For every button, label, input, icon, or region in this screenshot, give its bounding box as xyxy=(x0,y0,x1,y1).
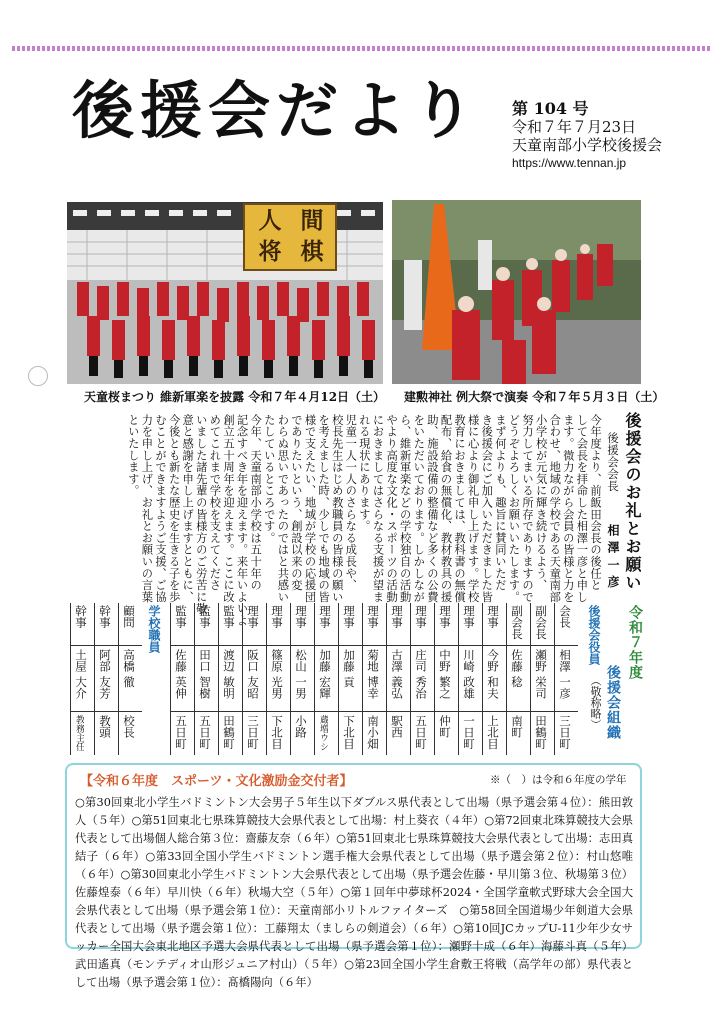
officer-area: 校長 xyxy=(122,715,136,738)
officer-area: 田鶴町 xyxy=(534,715,548,750)
officer-name: 阪口 友昭 xyxy=(246,649,260,699)
officer-role: 理事 xyxy=(294,605,308,628)
officer-name: 瀬野 栄司 xyxy=(534,649,548,699)
greeting-line: いました諸先輩の皆様方のご労苦に敬 xyxy=(194,414,208,615)
officer-role: 顧問 xyxy=(122,605,136,628)
column-divider xyxy=(70,603,71,755)
school-staff-heading: 学校職員 xyxy=(147,605,161,653)
greeting-line: 今年、天童南部小学校は五十年の xyxy=(249,414,263,591)
officers-table xyxy=(70,603,645,755)
greeting-line: まず何よりも、趣旨に賛同いただ xyxy=(493,414,507,591)
officers-rows xyxy=(170,603,580,755)
row-divider xyxy=(70,645,142,646)
officer-name: 加藤 貢 xyxy=(342,649,356,688)
photo-shrine-festival-image xyxy=(392,200,641,384)
officer-column xyxy=(338,603,362,755)
newsletter-title: 後援会だより xyxy=(72,74,481,147)
column-divider xyxy=(434,603,435,755)
shogi-sign-char: 棋 xyxy=(300,238,324,265)
officers-year-heading: 令和７年度 xyxy=(627,605,643,680)
greeting-line: 様に心より御礼申し上げます。学校 xyxy=(466,414,480,603)
column-divider xyxy=(458,603,459,755)
column-divider xyxy=(386,603,387,755)
officer-name: 今野 和夫 xyxy=(486,649,500,699)
column-divider xyxy=(554,603,555,755)
column-divider xyxy=(338,603,339,755)
greeting-line: 小学校が元気に輝き続けるよう、 xyxy=(534,414,548,591)
photo-caption-2: 建勲神社 例大祭で演奏 令和７年５月３日（土） xyxy=(404,390,665,404)
officer-name: 加藤 宏輝 xyxy=(318,649,332,699)
photo-caption-1: 天童桜まつり 維新軍楽を披露 令和７年４月12日（土） xyxy=(84,390,386,404)
shogi-sign-char: 将 xyxy=(258,238,282,265)
column-divider xyxy=(242,603,243,755)
photo-sakura-festival xyxy=(67,202,383,384)
officer-role: 理事 xyxy=(246,605,260,628)
officer-area: 五日町 xyxy=(414,715,428,750)
officer-role: 副会長 xyxy=(534,605,548,640)
greeting-line: におきましてはさらなる支援が望ま xyxy=(371,414,385,603)
officer-role: 理事 xyxy=(390,605,404,628)
officer-name: 阿部 友芳 xyxy=(98,649,112,699)
greeting-line: といたします。 xyxy=(126,414,140,497)
photo-shrine-festival xyxy=(392,200,641,384)
officer-column xyxy=(314,603,338,755)
greeting-line: どうぞよろしくお願いいたします。 xyxy=(507,414,521,603)
officer-role: 監事 xyxy=(222,605,236,628)
column-divider xyxy=(170,603,171,755)
officer-role: 理事 xyxy=(414,605,428,628)
column-divider xyxy=(266,603,267,755)
officer-column xyxy=(266,603,290,755)
greeting-line: をいただいております。しかしなが xyxy=(412,414,426,603)
officer-role: 監事 xyxy=(198,605,212,628)
officer-area: 上北目 xyxy=(486,715,500,750)
greeting-line: 校長先生はじめ教職員の皆様の願い xyxy=(330,414,344,603)
officer-column xyxy=(410,603,434,755)
officer-column xyxy=(94,603,118,755)
officer-column xyxy=(434,603,458,755)
officer-area: 教頭 xyxy=(98,715,112,738)
shogi-sign xyxy=(249,206,333,268)
officer-name: 佐藤 英伸 xyxy=(174,649,188,699)
officer-column xyxy=(482,603,506,755)
grants-title: 【令和６年度 スポーツ・文化激励金交付者】 xyxy=(80,774,353,789)
greeting-line: むことができますようご支援、ご協 xyxy=(154,414,167,603)
greeting-line: 合わせ、地域の学校である天童南部 xyxy=(548,414,562,603)
officer-area: 仲町 xyxy=(438,715,452,738)
issue-number: 第 104 号 xyxy=(512,99,589,118)
greeting-line: を考えました時、少しでも地域の皆 xyxy=(317,414,331,603)
binder-hole xyxy=(28,366,48,386)
officer-role: 理事 xyxy=(462,605,476,628)
officer-role: 理事 xyxy=(438,605,452,628)
officer-role: 理事 xyxy=(366,605,380,628)
officer-area: 下北目 xyxy=(342,715,356,750)
officer-role: 会長 xyxy=(558,605,572,628)
officer-area: 三日町 xyxy=(246,715,260,750)
photo-sakura-festival-image xyxy=(67,202,383,384)
officer-column xyxy=(362,603,386,755)
grants-body: ○第30回東北小学生バドミントン大会男子５年生以下ダブルス県代表として出場（県予選会第４位）：熊田敦人（５年）○第51回東北七県珠算競技大会県代表として出場：村上葵衣（４年）○第72回東北珠算競技大会県代表として出場個人総合第３位：齋藤友奈（６年）○第51回東北七県珠算競技大会県代表として出場：志田真結子（６年）○第33回全国小学生バドミントン選手権大会県代表として出場（県予選会第２位）：村山悠唯（６年）○第30回東北小学生バドミントン大会県代表として出場（県予選会佐藤・早川第３位、秋場第３位）佐藤煌泰（６年）早川快（６年）秋場大空（５年）○第１回年中夢球杯2024・全国学童軟式野球大会全国大会県代表として出場（県予選会第１位）：天童南部小リトルファイターズ ○第58回全国道場少年剣道大会県代表として出場（県予選会第１位）：工藤翔太（ましらの剣道会）（６年）○第10回JCカップU-11少年少女サッカー全国大会東北地区予選大会県代表として出場（県予選会第１位）：瀬野十成（６年）海藤斗真（５年）武田遙真（モンテディオ山形ジュニア村山）（５年）○第23回全国小学生倉敷王将戦（高学年の部）県代表として出場（県予選会第１位）：髙橋陽向（６年） xyxy=(75,796,633,989)
officer-role: 幹事 xyxy=(98,605,112,628)
column-divider xyxy=(218,603,219,755)
officer-name: 田口 智樹 xyxy=(198,649,212,699)
officer-column xyxy=(554,603,578,755)
greeting-line: 力を申し上げ、お礼とお願いの言葉 xyxy=(140,414,154,603)
officer-area: 小路 xyxy=(294,715,308,738)
officer-name: 渡辺 敏明 xyxy=(222,649,236,699)
officer-role: 理事 xyxy=(270,605,284,628)
greeting-line: やより高度な文化・スポーツの活動 xyxy=(385,414,399,603)
column-divider xyxy=(410,603,411,755)
greeting-line: れる現状にあります。 xyxy=(357,414,371,532)
greeting-line: 記念すべき年を迎えます。来年いよいよ xyxy=(235,414,249,627)
officer-name: 篠原 光男 xyxy=(270,649,284,699)
greeting-line: 今年度より、前飯田会長の後任と xyxy=(589,414,602,591)
column-divider xyxy=(482,603,483,755)
issue-url: https://www.tennan.jp xyxy=(512,156,627,170)
greeting-line: して会長を拝命した相澤一彦と申し xyxy=(575,414,589,603)
greeting-line: 努力してまいる所存でありますので xyxy=(521,414,535,603)
greeting-line: 意と感謝を申し上げますとともに、 xyxy=(181,414,195,603)
greeting-line: 児童一人一人のさらなる成長や、 xyxy=(344,414,358,591)
officer-area: 一日町 xyxy=(462,715,476,750)
greeting-line: き後援会にご加入いただきました皆 xyxy=(480,414,494,603)
school-staff-rows xyxy=(70,603,142,755)
officer-column xyxy=(218,603,242,755)
officer-area: 田鶴町 xyxy=(222,715,236,750)
shogi-sign-char: 間 xyxy=(300,207,324,234)
officer-name: 中野 繁之 xyxy=(438,649,452,699)
column-divider xyxy=(118,603,119,755)
officer-column xyxy=(118,603,142,755)
greeting-line: ます。微力ながら会員の皆様と力を xyxy=(561,414,575,603)
officers-sub-heading: 後援会役員 xyxy=(587,605,601,665)
officers-main-heading: 後援会組織 xyxy=(605,665,621,740)
officer-column xyxy=(170,603,194,755)
officer-area: 南小畑 xyxy=(366,715,380,750)
greeting-line: ら、維新軍楽などの学校独自の活動 xyxy=(398,414,412,603)
officer-role: 理事 xyxy=(342,605,356,628)
officer-area: 南町 xyxy=(510,715,524,738)
column-divider xyxy=(314,603,315,755)
officer-column xyxy=(530,603,554,755)
greeting-line: でありたいという、創設以来の変 xyxy=(289,414,303,591)
grants-note: ※（ ）は令和６年度の学年 xyxy=(490,774,627,786)
column-divider xyxy=(362,603,363,755)
column-divider xyxy=(94,603,95,755)
column-divider xyxy=(290,603,291,755)
officer-column xyxy=(194,603,218,755)
header-decoration xyxy=(12,46,712,51)
issue-org: 天童南部小学校後援会 xyxy=(512,136,663,154)
officer-area: 教務主任 xyxy=(74,715,84,751)
column-divider xyxy=(506,603,507,755)
officer-name: 川崎 政雄 xyxy=(462,649,476,699)
greeting-line: 今後とも新たな歴史を生きる子を歩 xyxy=(167,414,181,603)
column-divider xyxy=(530,603,531,755)
greeting-line: めてこれまで学校を支えてくださ xyxy=(208,414,222,591)
officer-name: 庄司 秀治 xyxy=(414,649,428,699)
officer-area: 三日町 xyxy=(558,715,572,750)
shogi-sign-char: 人 xyxy=(258,207,282,234)
issue-date: 令和７年７月23日 xyxy=(512,118,637,136)
officer-role: 理事 xyxy=(486,605,500,628)
officer-column xyxy=(290,603,314,755)
issue-info xyxy=(512,100,662,172)
officer-area: 五日町 xyxy=(174,715,188,750)
officer-name: 高橋 徹 xyxy=(122,649,136,688)
column-divider xyxy=(194,603,195,755)
officer-role: 幹事 xyxy=(74,605,88,628)
row-divider xyxy=(170,645,578,646)
officers-honorific-note: （敬称略） xyxy=(589,675,602,730)
officer-area: 蔵増ウシ xyxy=(318,715,328,751)
officer-column xyxy=(70,603,94,755)
row-divider xyxy=(70,711,142,712)
officer-name: 土屋 大介 xyxy=(74,649,88,699)
greeting-line: わらぬ思いであったのではと共感い xyxy=(276,414,290,603)
officer-area: 駅西 xyxy=(390,715,404,738)
officer-role: 副会長 xyxy=(510,605,524,640)
officer-area: 下北目 xyxy=(270,715,284,750)
officer-name: 古澤 義弘 xyxy=(390,649,404,699)
officer-name: 相澤 一彦 xyxy=(558,649,572,699)
greeting-line: 様で支えたい、地域が学校の応援団 xyxy=(303,414,317,603)
greeting-author-role: 後援会会長 xyxy=(606,432,620,492)
officer-column xyxy=(458,603,482,755)
officer-area: 五日町 xyxy=(198,715,212,750)
officer-name: 松山 一男 xyxy=(294,649,308,699)
greeting-line: 助、施設設備の整備など多くの公費 xyxy=(425,414,439,603)
row-divider xyxy=(170,711,578,712)
officer-name: 菊地 博幸 xyxy=(366,649,380,699)
greeting-line: 配布、給食の無償化、教材教具の援 xyxy=(439,414,453,603)
officer-column xyxy=(506,603,530,755)
officer-role: 監事 xyxy=(174,605,188,628)
greeting-author-name: 相 澤 一 彦 xyxy=(606,524,620,589)
officer-column xyxy=(386,603,410,755)
greeting-line: たしているところです。 xyxy=(262,414,276,544)
officer-role: 理事 xyxy=(318,605,332,628)
officer-name: 佐藤 稔 xyxy=(510,649,524,688)
greeting-line: 教育におきましては、教科書の無償 xyxy=(453,414,467,603)
greeting-heading: 後援会のお礼とお願い xyxy=(623,412,642,592)
officer-column xyxy=(242,603,266,755)
greeting-line: 創立五十周年を迎えます。ここに改 xyxy=(221,414,235,603)
